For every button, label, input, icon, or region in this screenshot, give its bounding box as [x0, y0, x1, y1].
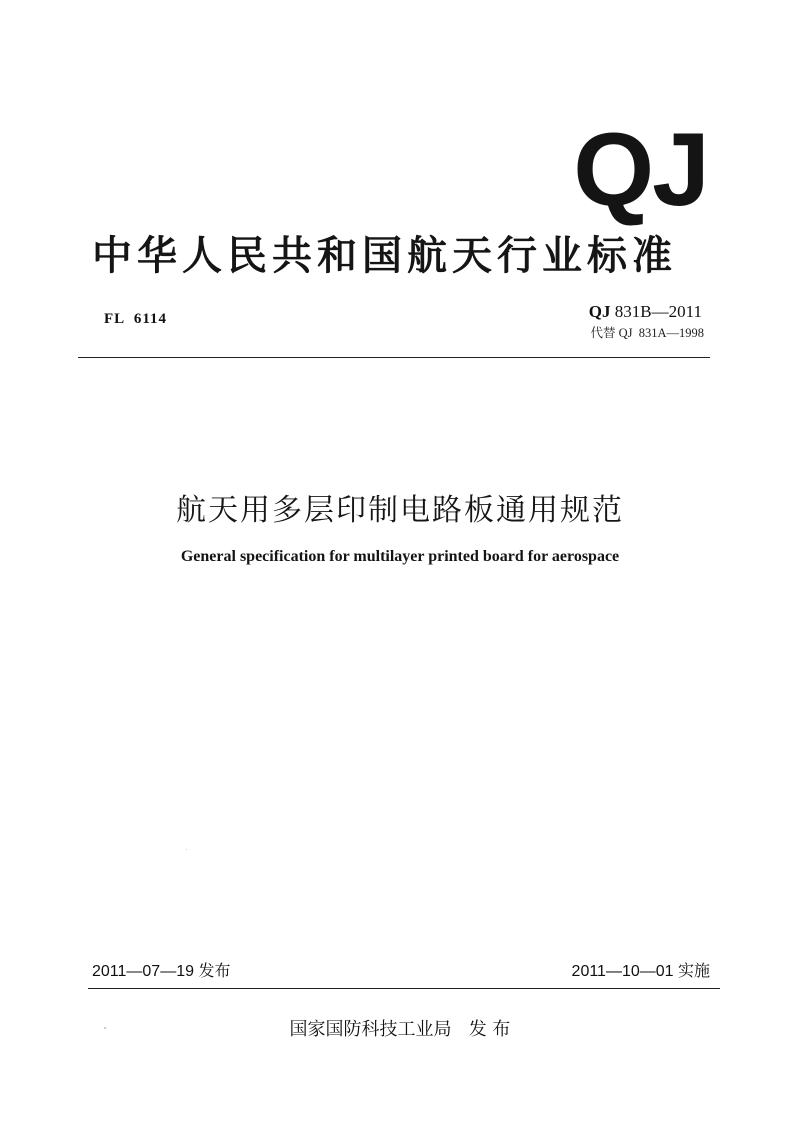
- standard-category-title: 中华人民共和国航天行业标准: [92, 233, 677, 279]
- standard-number-prefix: QJ: [588, 302, 611, 321]
- classification-code: FL 6114: [104, 311, 168, 327]
- replaces-standard: 代替 QJ 831A—1998: [590, 326, 704, 340]
- scan-speck: [186, 849, 187, 850]
- issuing-authority: 国家国防科技工业局 发 布: [289, 1019, 511, 1040]
- effective-date: 2011—10—01 实施: [571, 963, 710, 980]
- qj-logo: QJ: [573, 112, 708, 228]
- bottom-divider: [88, 988, 720, 989]
- top-divider: [78, 357, 710, 358]
- document-title-chinese: 航天用多层印制电路板通用规范: [176, 493, 624, 528]
- document-title-english: General specification for multilayer printed board for aerospace: [180, 548, 620, 565]
- scan-speck: [104, 1027, 106, 1029]
- standard-number: [589, 302, 702, 322]
- standard-number-value: 831B—2011: [610, 302, 702, 321]
- issue-date: 2011—07—19 发布: [92, 963, 231, 980]
